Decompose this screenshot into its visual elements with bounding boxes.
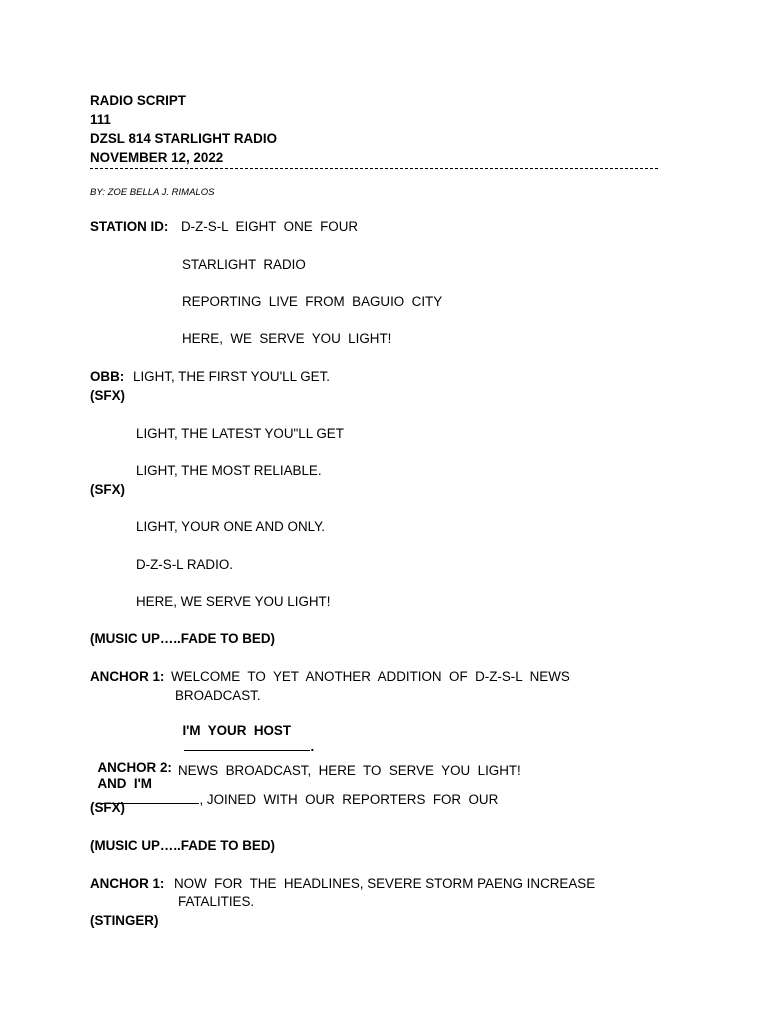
host-line-period: . xyxy=(310,739,315,754)
sfx-cue: (SFX) xyxy=(90,800,125,815)
anchor2-lead: AND I'M xyxy=(97,776,152,791)
anchor1-line: BROADCAST. xyxy=(175,688,261,703)
script-date: NOVEMBER 12, 2022 xyxy=(90,150,224,165)
anchor2-line: NEWS BROADCAST, HERE TO SERVE YOU LIGHT! xyxy=(178,763,521,778)
host-intro-text: I'M YOUR HOST xyxy=(182,723,292,738)
header-divider xyxy=(90,168,658,169)
station-id-line: STARLIGHT RADIO xyxy=(182,257,306,272)
script-title: RADIO SCRIPT xyxy=(90,93,186,108)
music-cue: (MUSIC UP…..FADE TO BED) xyxy=(90,631,275,646)
sfx-cue: (SFX) xyxy=(90,482,125,497)
script-number: 111 xyxy=(90,112,111,127)
obb-line: LIGHT, THE FIRST YOU'LL GET. xyxy=(133,369,331,384)
anchor1-label: ANCHOR 1: xyxy=(90,669,165,684)
station-id-line: REPORTING LIVE FROM BAGUIO CITY xyxy=(182,294,443,309)
music-cue: (MUSIC UP…..FADE TO BED) xyxy=(90,838,275,853)
obb-line: LIGHT, THE MOST RELIABLE. xyxy=(136,463,322,478)
obb-label: OBB: xyxy=(90,369,125,384)
anchor1-line: WELCOME TO YET ANOTHER ADDITION OF D-Z-S-L NEWS xyxy=(171,669,570,684)
anchor2-label: ANCHOR 2: xyxy=(97,760,172,775)
station-id-line: HERE, WE SERVE YOU LIGHT! xyxy=(182,331,392,346)
anchor2-rest: , JOINED WITH OUR REPORTERS FOR OUR xyxy=(199,792,499,807)
station-name: DZSL 814 STARLIGHT RADIO xyxy=(90,131,277,146)
stinger-cue: (STINGER) xyxy=(90,913,159,928)
byline: BY: ZOE BELLA J. RIMALOS xyxy=(90,187,215,198)
obb-line: HERE, WE SERVE YOU LIGHT! xyxy=(136,594,331,609)
obb-line: LIGHT, YOUR ONE AND ONLY. xyxy=(136,519,326,534)
anchor1-label: ANCHOR 1: xyxy=(90,876,165,891)
sfx-cue: (SFX) xyxy=(90,388,125,403)
obb-line: D-Z-S-L RADIO. xyxy=(136,557,233,572)
anchor1-line: FATALITIES. xyxy=(178,894,255,909)
obb-line: LIGHT, THE LATEST YOU"LL GET xyxy=(136,426,344,441)
station-id-line: D-Z-S-L EIGHT ONE FOUR xyxy=(181,219,359,234)
anchor1-line: NOW FOR THE HEADLINES, SEVERE STORM PAENG INCREASE xyxy=(174,876,596,891)
station-id-label: STATION ID: xyxy=(90,219,169,234)
